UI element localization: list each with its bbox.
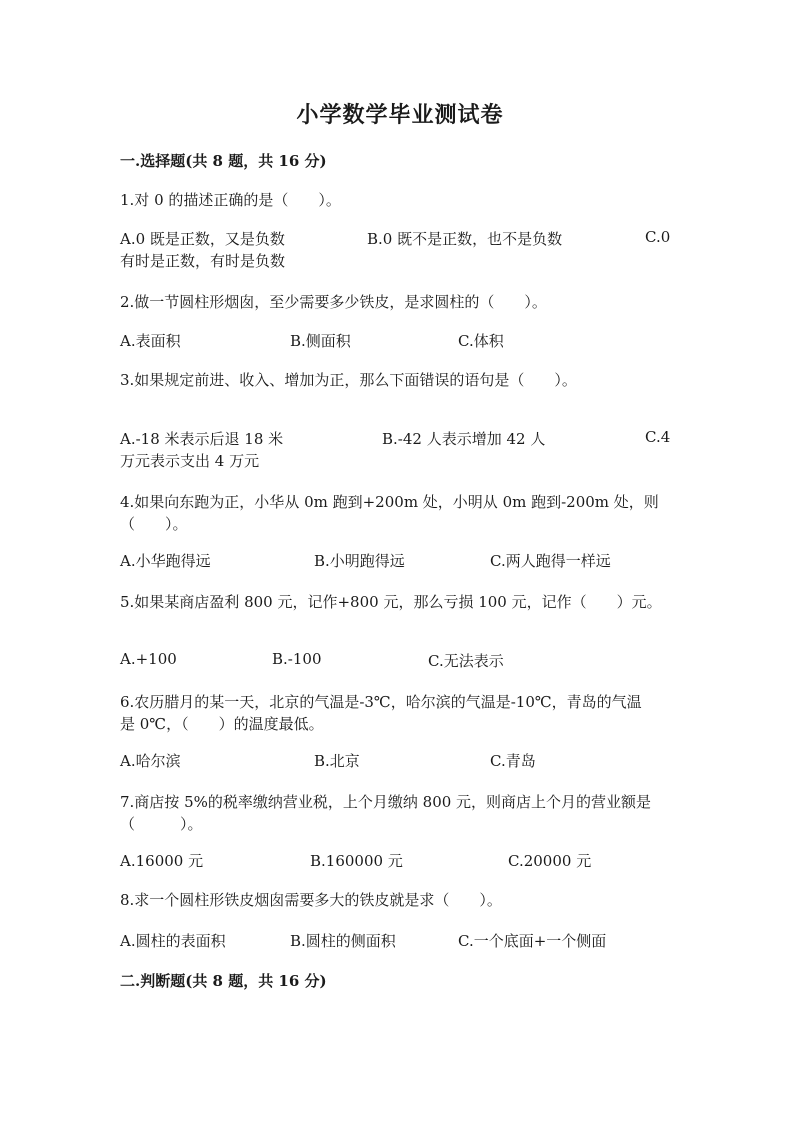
section-heading-choice: 一.选择题(共 8 题，共 16 分) — [120, 152, 327, 170]
question-6-option-b: B.北京 — [314, 752, 360, 770]
question-1-option-c-wrap: 有时是正数，有时是负数 — [120, 252, 286, 270]
question-3-stem: 3.如果规定前进、收入、增加为正，那么下面错误的语句是（ ）。 — [120, 371, 577, 389]
question-7-option-a: A.16000 元 — [120, 852, 204, 870]
question-3-option-c-wrap: 万元表示支出 4 万元 — [120, 452, 260, 470]
question-6-stem-line2: 是 0℃，（ ）的温度最低。 — [120, 715, 324, 733]
question-4-option-b: B.小明跑得远 — [314, 552, 405, 570]
question-4-stem-line2: （ ）。 — [120, 515, 188, 533]
question-8-option-b: B.圆柱的侧面积 — [290, 932, 396, 950]
question-1-option-a: A.0 既是正数，又是负数 — [120, 230, 285, 248]
question-8-option-c: C.一个底面+一个侧面 — [458, 932, 607, 950]
question-2-option-c: C.体积 — [458, 332, 504, 350]
question-1-option-b: B.0 既不是正数，也不是负数 — [367, 230, 563, 248]
question-7-stem-line2: （ ）。 — [120, 815, 203, 833]
question-5-option-a: A.+100 — [120, 650, 177, 668]
question-7-option-b: B.160000 元 — [310, 852, 403, 870]
section-heading-judgment: 二.判断题(共 8 题，共 16 分) — [120, 972, 327, 990]
question-5-stem: 5.如果某商店盈利 800 元，记作+800 元，那么亏损 100 元，记作（ ）元。 — [120, 593, 662, 611]
question-3-option-c: C.4 — [645, 428, 671, 446]
question-4-option-c: C.两人跑得一样远 — [490, 552, 611, 570]
page-title: 小学数学毕业测试卷 — [296, 102, 504, 128]
question-6-option-c: C.青岛 — [490, 752, 536, 770]
question-5-option-c: C.无法表示 — [428, 652, 504, 670]
question-3-option-b: B.-42 人表示增加 42 人 — [382, 430, 546, 448]
question-2-stem: 2.做一节圆柱形烟囱，至少需要多少铁皮，是求圆柱的（ ）。 — [120, 293, 547, 311]
question-8-option-a: A.圆柱的表面积 — [120, 932, 226, 950]
question-5-option-b: B.-100 — [272, 650, 322, 668]
question-8-stem: 8.求一个圆柱形铁皮烟囱需要多大的铁皮就是求（ ）。 — [120, 891, 502, 909]
question-4-stem: 4.如果向东跑为正，小华从 0m 跑到+200m 处，小明从 0m 跑到-200m 处，则 — [120, 493, 659, 511]
question-1-option-c: C.0 — [645, 228, 671, 246]
question-6-stem: 6.农历腊月的某一天，北京的气温是-3℃，哈尔滨的气温是-10℃，青岛的气温 — [120, 693, 642, 711]
question-6-option-a: A.哈尔滨 — [120, 752, 181, 770]
question-2-option-a: A.表面积 — [120, 332, 181, 350]
question-4-option-a: A.小华跑得远 — [120, 552, 211, 570]
question-2-option-b: B.侧面积 — [290, 332, 351, 350]
question-7-stem: 7.商店按 5%的税率缴纳营业税，上个月缴纳 800 元，则商店上个月的营业额是 — [120, 793, 652, 811]
question-3-option-a: A.-18 米表示后退 18 米 — [120, 430, 284, 448]
question-7-option-c: C.20000 元 — [508, 852, 592, 870]
question-1-stem: 1.对 0 的描述正确的是（ ）。 — [120, 191, 341, 209]
